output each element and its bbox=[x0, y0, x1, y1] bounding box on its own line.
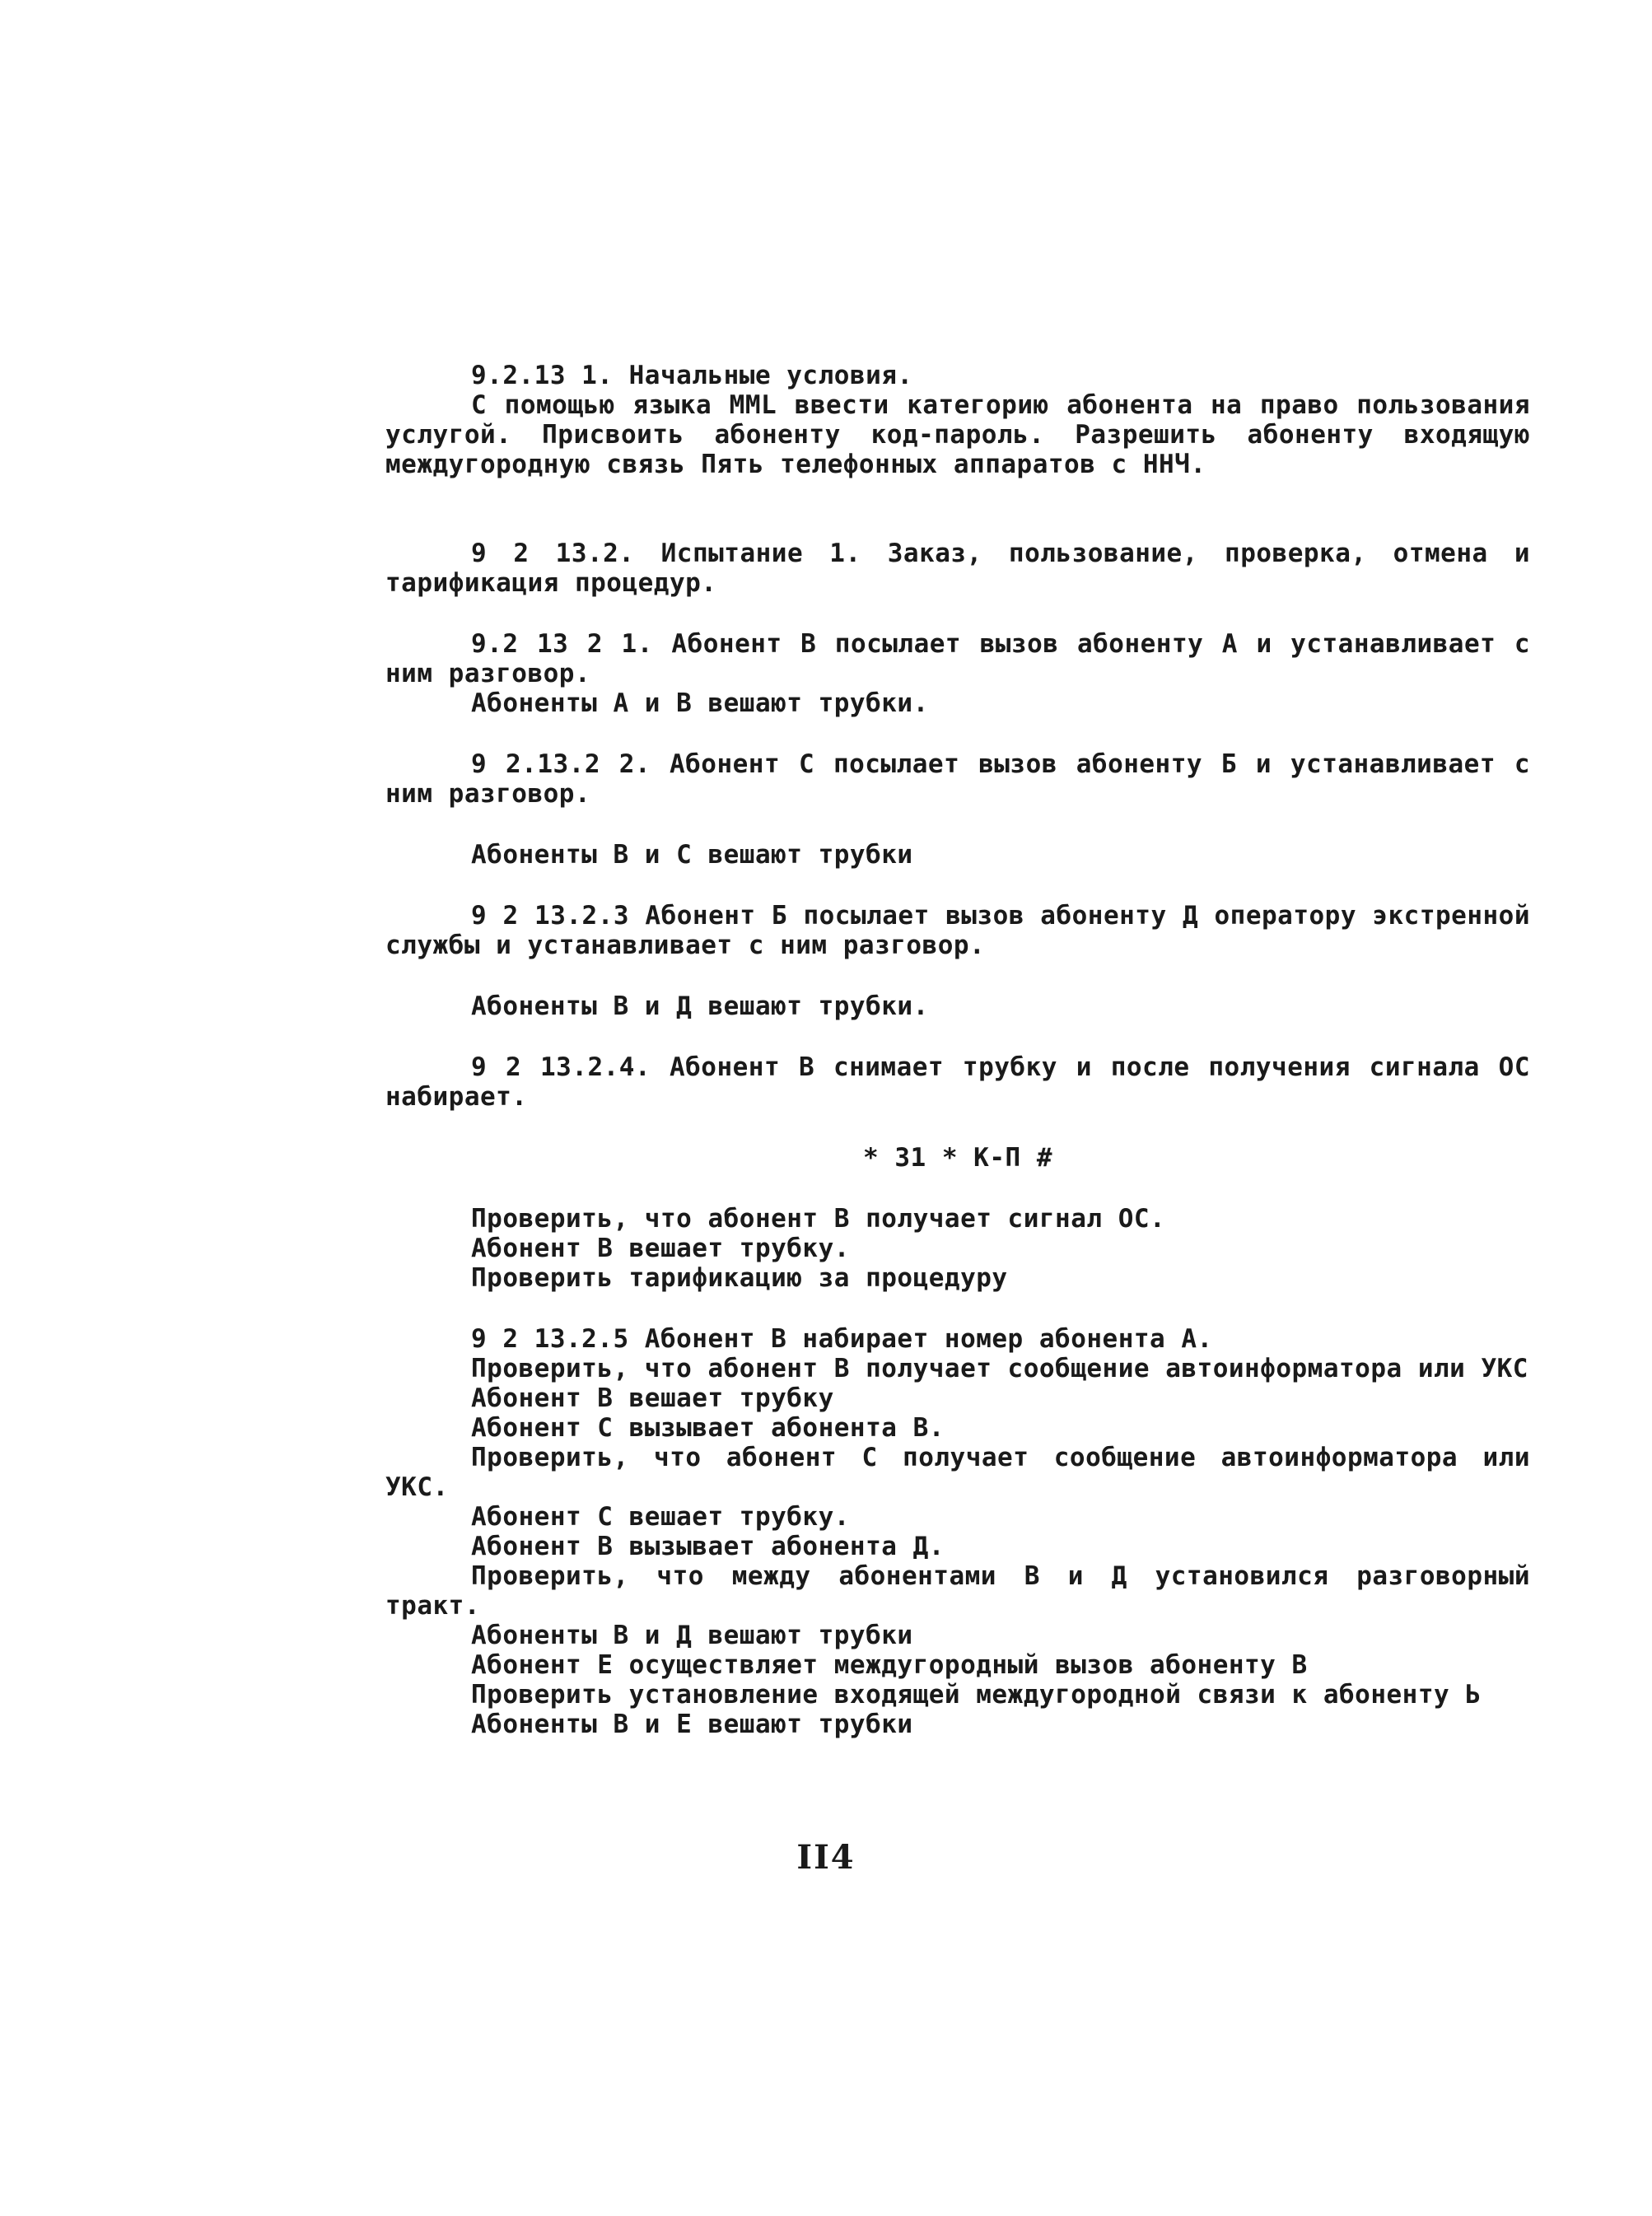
paragraph-step-2-1-hangup: Абоненты А и В вешают трубки. bbox=[471, 688, 929, 718]
paragraph-b-calls-d: Абонент В вызывает абонента Д. bbox=[471, 1532, 945, 1561]
paragraph-step-2-5: 9 2 13.2.5 Абонент В набирает номер абонента А. bbox=[471, 1324, 1213, 1354]
paragraph-c-hangup: Абонент С вешает трубку. bbox=[471, 1502, 850, 1532]
dial-code: * 31 * К-П # bbox=[863, 1143, 1052, 1173]
paragraph-step-2-2: 9 2.13.2 2. Абонент С посылает вызов абоненту Б и устанавливает с ним разговор. bbox=[385, 749, 1530, 809]
paragraph-initial-conditions: С помощью языка MML ввести категорию абонента на право пользования услугой. Присвоить абоненту код-пароль. Разрешить абоненту входящую междугородную связь Пять телефонных аппаратов с ННЧ. bbox=[385, 390, 1530, 479]
paragraph-e-calls-b: Абонент Е осуществляет междугородный вызов абоненту В bbox=[471, 1650, 1308, 1680]
paragraph-b-d-hangup: Абоненты В и Д вешают трубки bbox=[471, 1621, 913, 1650]
section-heading-initial-conditions: 9.2.13 1. Начальные условия. bbox=[471, 361, 913, 390]
paragraph-check-b-message: Проверить, что абонент В получает сообщение автоинформатора или УКС bbox=[471, 1354, 1528, 1383]
paragraph-check-b-d-path: Проверить, что между абонентами В и Д установился разговорный тракт. bbox=[385, 1561, 1530, 1621]
paragraph-test-1: 9 2 13.2. Испытание 1. Заказ, пользование, проверка, отмена и тарификация процедур. bbox=[385, 539, 1530, 598]
paragraph-b-e-hangup: Абоненты В и Е вешают трубки bbox=[471, 1710, 913, 1739]
paragraph-step-2-4: 9 2 13.2.4. Абонент В снимает трубку и после получения сигнала ОС набирает. bbox=[385, 1052, 1530, 1112]
document-body bbox=[385, 361, 1530, 1739]
paragraph-step-2-1: 9.2 13 2 1. Абонент В посылает вызов абоненту А и устанавливает с ним разговор. bbox=[385, 629, 1530, 688]
paragraph-step-2-3: 9 2 13.2.3 Абонент Б посылает вызов абоненту Д оператору экстренной службы и устанавливает с ним разговор. bbox=[385, 901, 1530, 960]
paragraph-hangup-b: Абонент В вешает трубку. bbox=[471, 1234, 850, 1263]
paragraph-step-2-2-hangup: Абоненты В и С вешают трубки bbox=[471, 840, 913, 870]
paragraph-step-2-3-hangup: Абоненты В и Д вешают трубки. bbox=[471, 991, 929, 1021]
paragraph-check-tariff: Проверить тарификацию за процедуру bbox=[471, 1263, 1008, 1293]
page-number: II4 bbox=[796, 1838, 856, 1877]
paragraph-check-c-message: Проверить, что абонент С получает сообщение автоинформатора или УКС. bbox=[385, 1443, 1530, 1502]
paragraph-b-hangup: Абонент В вешает трубку bbox=[471, 1383, 834, 1413]
paragraph-check-incoming: Проверить установление входящей междугородной связи к абоненту Ь bbox=[471, 1680, 1482, 1710]
paragraph-c-calls-b: Абонент С вызывает абонента В. bbox=[471, 1413, 945, 1443]
paragraph-check-os: Проверить, что абонент В получает сигнал ОС. bbox=[471, 1204, 1166, 1234]
